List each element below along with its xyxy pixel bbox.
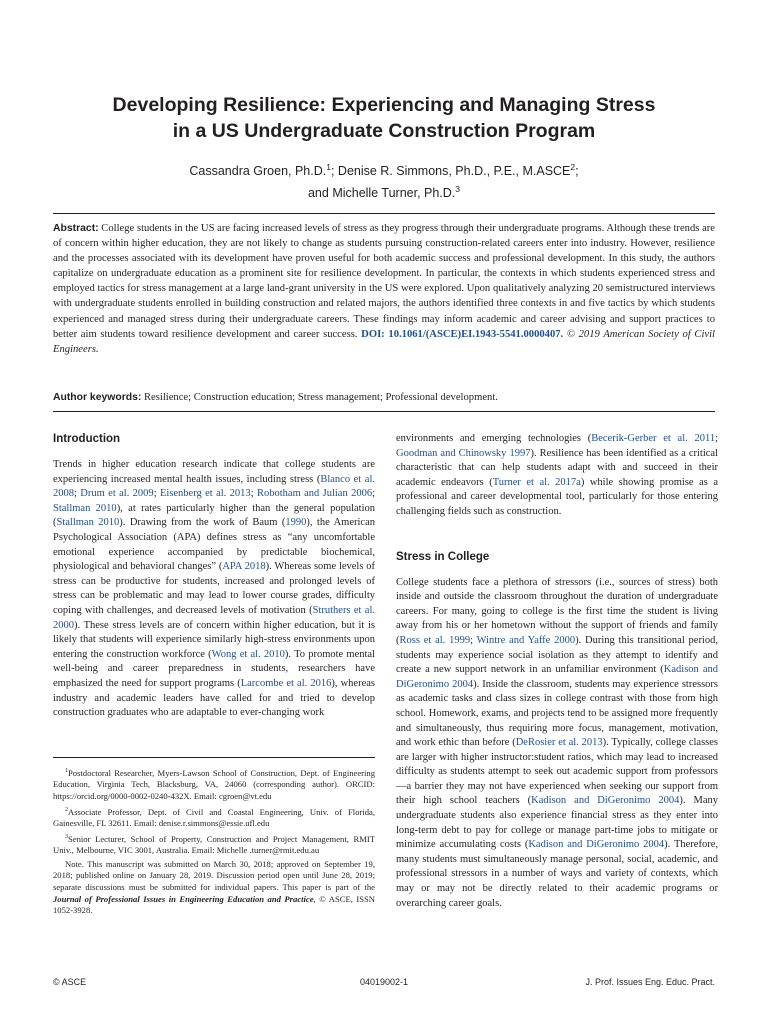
section-heading-stress: Stress in College — [396, 550, 490, 563]
footnote-3-marker: 3 — [65, 833, 68, 840]
footer-article-number: 04019002-1 — [359, 977, 409, 987]
author-1-affil: 1 — [326, 162, 331, 172]
citation-link[interactable]: Ross et al. 1999 — [399, 634, 471, 646]
citation-link[interactable]: Blanco et al. 2008 — [53, 473, 375, 500]
body-text: ; — [74, 488, 81, 500]
citation-link[interactable]: DeRosier et al. 2013 — [515, 737, 603, 749]
footnote-3-text: Senior Lecturer, School of Property, Construction and Project Management, RMIT Univ., Melbourne, VIC 3001, Australia. Email: Michelle .turner@rmit.edu.au — [53, 833, 375, 856]
authors-line-1 — [40, 158, 728, 180]
title-line-1: Developing Resilience: Experiencing and Managing Stress — [112, 94, 656, 116]
citation-link[interactable]: Turner et al. 2017a — [492, 476, 581, 488]
note-journal: Journal of Professional Issues in Engineering Education and Practice — [53, 893, 314, 904]
author-keywords — [53, 390, 715, 405]
body-text: ). During this transitional period, students may experience social isolation as they attempt to identify and create a new support network in an unfamiliar environment ( — [396, 634, 718, 676]
footnotes — [53, 766, 375, 919]
author-2: ; Denise R. Simmons, Ph.D., P.E., M.ASCE — [330, 164, 571, 179]
body-text: Trends in higher education research indicate that college students are experiencing increased mental health issues, including stress ( — [53, 459, 375, 485]
footnote-1-text: Postdoctoral Researcher, Myers-Lawson School of Construction, Dept. of Engineering Education, Virginia Tech, Blacksburg, VA, 24060 (corresponding author). ORCID: https://orcid.org/0000-0002-0240-432X. Email: cgroen@vt.edu — [53, 767, 375, 802]
citation-link[interactable]: Struthers et al. 2000 — [53, 604, 375, 631]
body-text: ; — [470, 634, 477, 646]
author-list — [40, 158, 728, 202]
citation-link[interactable]: Eisenberg et al. 2013 — [159, 488, 251, 500]
doi-link[interactable]: 10.1061/(ASCE)EI.1943-5541.0000407. — [388, 328, 564, 340]
citation-link[interactable]: Larcombe et al. 2016 — [240, 677, 332, 689]
body-text: ), the American Psychological Association (APA) defines stress as “any uncomfortable emotional experience accompanied by predictable biochemical, physiological and behavioral changes” ( — [53, 517, 375, 573]
stress-paragraph — [396, 576, 718, 912]
right-intro-paragraph — [396, 432, 718, 520]
body-text: ). Typically, college classes are larger with higher instructor:student ratios, which may lead to increased difficulty as students attempt to seek out academic support from professors—a barrier they may not have experienced when seeking our support from their high school teachers ( — [396, 737, 718, 807]
footnote-rule — [53, 757, 375, 758]
citation-link[interactable]: 1990 — [285, 517, 307, 529]
keywords-bottom-rule — [53, 411, 715, 412]
doi-label: DOI: — [361, 328, 385, 340]
body-text: ; — [715, 433, 719, 444]
body-text: ) while showing promise as a professional and career developmental tool, particularly for those entering challenging fields such as construction. — [396, 476, 718, 517]
abstract-label: Abstract: — [53, 223, 99, 234]
footer-copyright: © ASCE — [53, 977, 87, 987]
body-text: ), whereas industry and academic leaders have called for and tried to develop construction graduates who are adaptable to ever-changing work — [53, 677, 375, 719]
author-2-sep: ; — [575, 164, 579, 179]
citation-link[interactable]: Stallman 2010 — [53, 502, 117, 514]
footnote-2-marker: 2 — [65, 806, 68, 813]
manuscript-note — [53, 859, 375, 917]
citation-link[interactable]: Wong et al. 2010 — [211, 648, 285, 660]
body-text: ). Whereas some levels of stress can be productive for students, increased and prolonged levels of stress can be problematic and may lead to lower course grades, difficulty coping with challenges, and decreased levels of motivation ( — [53, 561, 376, 616]
body-text: ). These stress levels are of concern within higher education, but it is likely that students will experience similarly high-stress environments upon entering the construction workforce ( — [53, 619, 375, 660]
body-text: ; — [153, 488, 160, 500]
author-1: Cassandra Groen, Ph.D. — [189, 164, 327, 179]
section-heading-introduction: Introduction — [53, 433, 121, 445]
body-text: ). Drawing from the work of Baum ( — [119, 517, 286, 529]
body-text: ). Inside the classroom, students may experience stressors as academic tasks and class sizes in college contrast with those from high school. Homework, exams, and projects tend to be assigned more frequently and simultaneously, thus requiring more focus, management, motivation, and work ethic than before ( — [396, 678, 718, 749]
note-issn: , © ASCE, ISSN 1052-3928. — [53, 893, 375, 916]
paper-title — [40, 92, 728, 144]
left-column — [53, 432, 375, 721]
author-2-affil: 2 — [570, 162, 576, 172]
authors-line-2 — [40, 180, 728, 202]
citation-link[interactable]: APA 2018 — [222, 561, 266, 573]
keywords-text: Resilience; Construction education; Stress management; Professional development. — [141, 392, 498, 403]
abstract-top-rule — [53, 213, 715, 214]
citation-link[interactable]: Stallman 2010 — [56, 517, 120, 529]
citation-link[interactable]: Becerik-Gerber et al. 2011 — [591, 433, 716, 444]
body-text: ), at rates particularly higher than the general population ( — [53, 502, 375, 529]
body-text: ). Therefore, many students must simultaneously manage personal, social, academic, and professional stressors in a number of ways and variety of contexts, which may or may not be directly related to their academic programs or overarching career goals. — [396, 839, 718, 909]
body-text: ; — [250, 488, 257, 500]
citation-link[interactable]: Kadison and DiGeronimo 2004 — [396, 664, 718, 690]
citation-link[interactable]: Goodman and Chinowsky 1997 — [396, 447, 531, 459]
author-3-affil: 3 — [455, 184, 461, 195]
body-text: ). To promote mental well-being and career preparedness in students, researchers have emphasized the need for support programs ( — [53, 648, 376, 689]
right-column — [396, 432, 718, 911]
footnote-1-marker: 1 — [65, 768, 68, 774]
title-line-2: in a US Undergraduate Construction Program — [172, 120, 596, 142]
intro-paragraph — [53, 458, 375, 721]
footnote-2-text: Associate Professor, Dept. of Civil and Coastal Engineering, Univ. of Florida, Gainesville, FL 32611. Email: denise.r.simmons@essie.ufl.edu — [53, 806, 375, 829]
footnote-2 — [53, 805, 375, 830]
body-text: ). Many undergraduate students also experience financial stress as they enter into long-term debt to pay for college or manage part-time jobs to mitigate or minimize accumulating costs ( — [396, 795, 718, 851]
keywords-label: Author keywords: — [53, 392, 142, 403]
body-text: environments and emerging technologies ( — [396, 433, 592, 444]
citation-link[interactable]: Drum et al. 2009 — [80, 488, 154, 500]
footer-journal: J. Prof. Issues Eng. Educ. Pract. — [585, 977, 715, 987]
citation-link[interactable]: Wintre and Yaffe 2000 — [476, 634, 576, 646]
body-text: ; — [372, 488, 376, 500]
note-text: Note. This manuscript was submitted on March 30, 2018; approved on September 19, 2018; published online on January 28, 2019. Discussion period open until June 28, 2019; separate discussions must be submitted for individual papers. This paper is part of the — [53, 858, 375, 892]
body-text: College students face a plethora of stressors (i.e., sources of stress) both inside and outside the classroom throughout the duration of undergraduate careers. For many, going to college is the first time the student is living away from his or her hometown without the support of friends and family ( — [396, 576, 718, 646]
abstract-text: College students in the US are facing increased levels of stress as they progress through their undergraduate programs. Although these trends are of concern within higher education, they are not likely to change as students pursuing construction-related careers enter into industry. However, resilience and the processes associated with its development have proven useful for both academic success and professional development. In this study, the authors capitalize on undergraduate education as a prominent site for resilience development. In particular, the contexts in which students experienced stress and employed tactics for stress management at a large land-grant university in the US were explored. Upon qualitatively analyzing 20 semistructured interviews with undergraduate students enrolled in building construction and related majors, the authors identified three contexts in and five tactics by which students experienced and managed stress during their undergraduate careers. These findings may inform academic and career advising and support practices to better aim students toward resilience development and career success. — [53, 223, 715, 340]
footnote-3 — [53, 832, 375, 857]
citation-link[interactable]: Kadison and DiGeronimo 2004 — [528, 839, 665, 851]
body-text: ). Resilience has been identified as a critical characteristic that can help students adapt with and succeed in their academic endeavors ( — [396, 447, 718, 488]
abstract — [53, 221, 715, 357]
abstract-copyright: © 2019 American Society of Civil Engineers. — [53, 328, 715, 355]
citation-link[interactable]: Kadison and DiGeronimo 2004 — [531, 795, 680, 807]
author-3: and Michelle Turner, Ph.D. — [307, 186, 456, 201]
citation-link[interactable]: Robotham and Julian 2006 — [256, 488, 373, 500]
footnote-1 — [53, 766, 375, 803]
